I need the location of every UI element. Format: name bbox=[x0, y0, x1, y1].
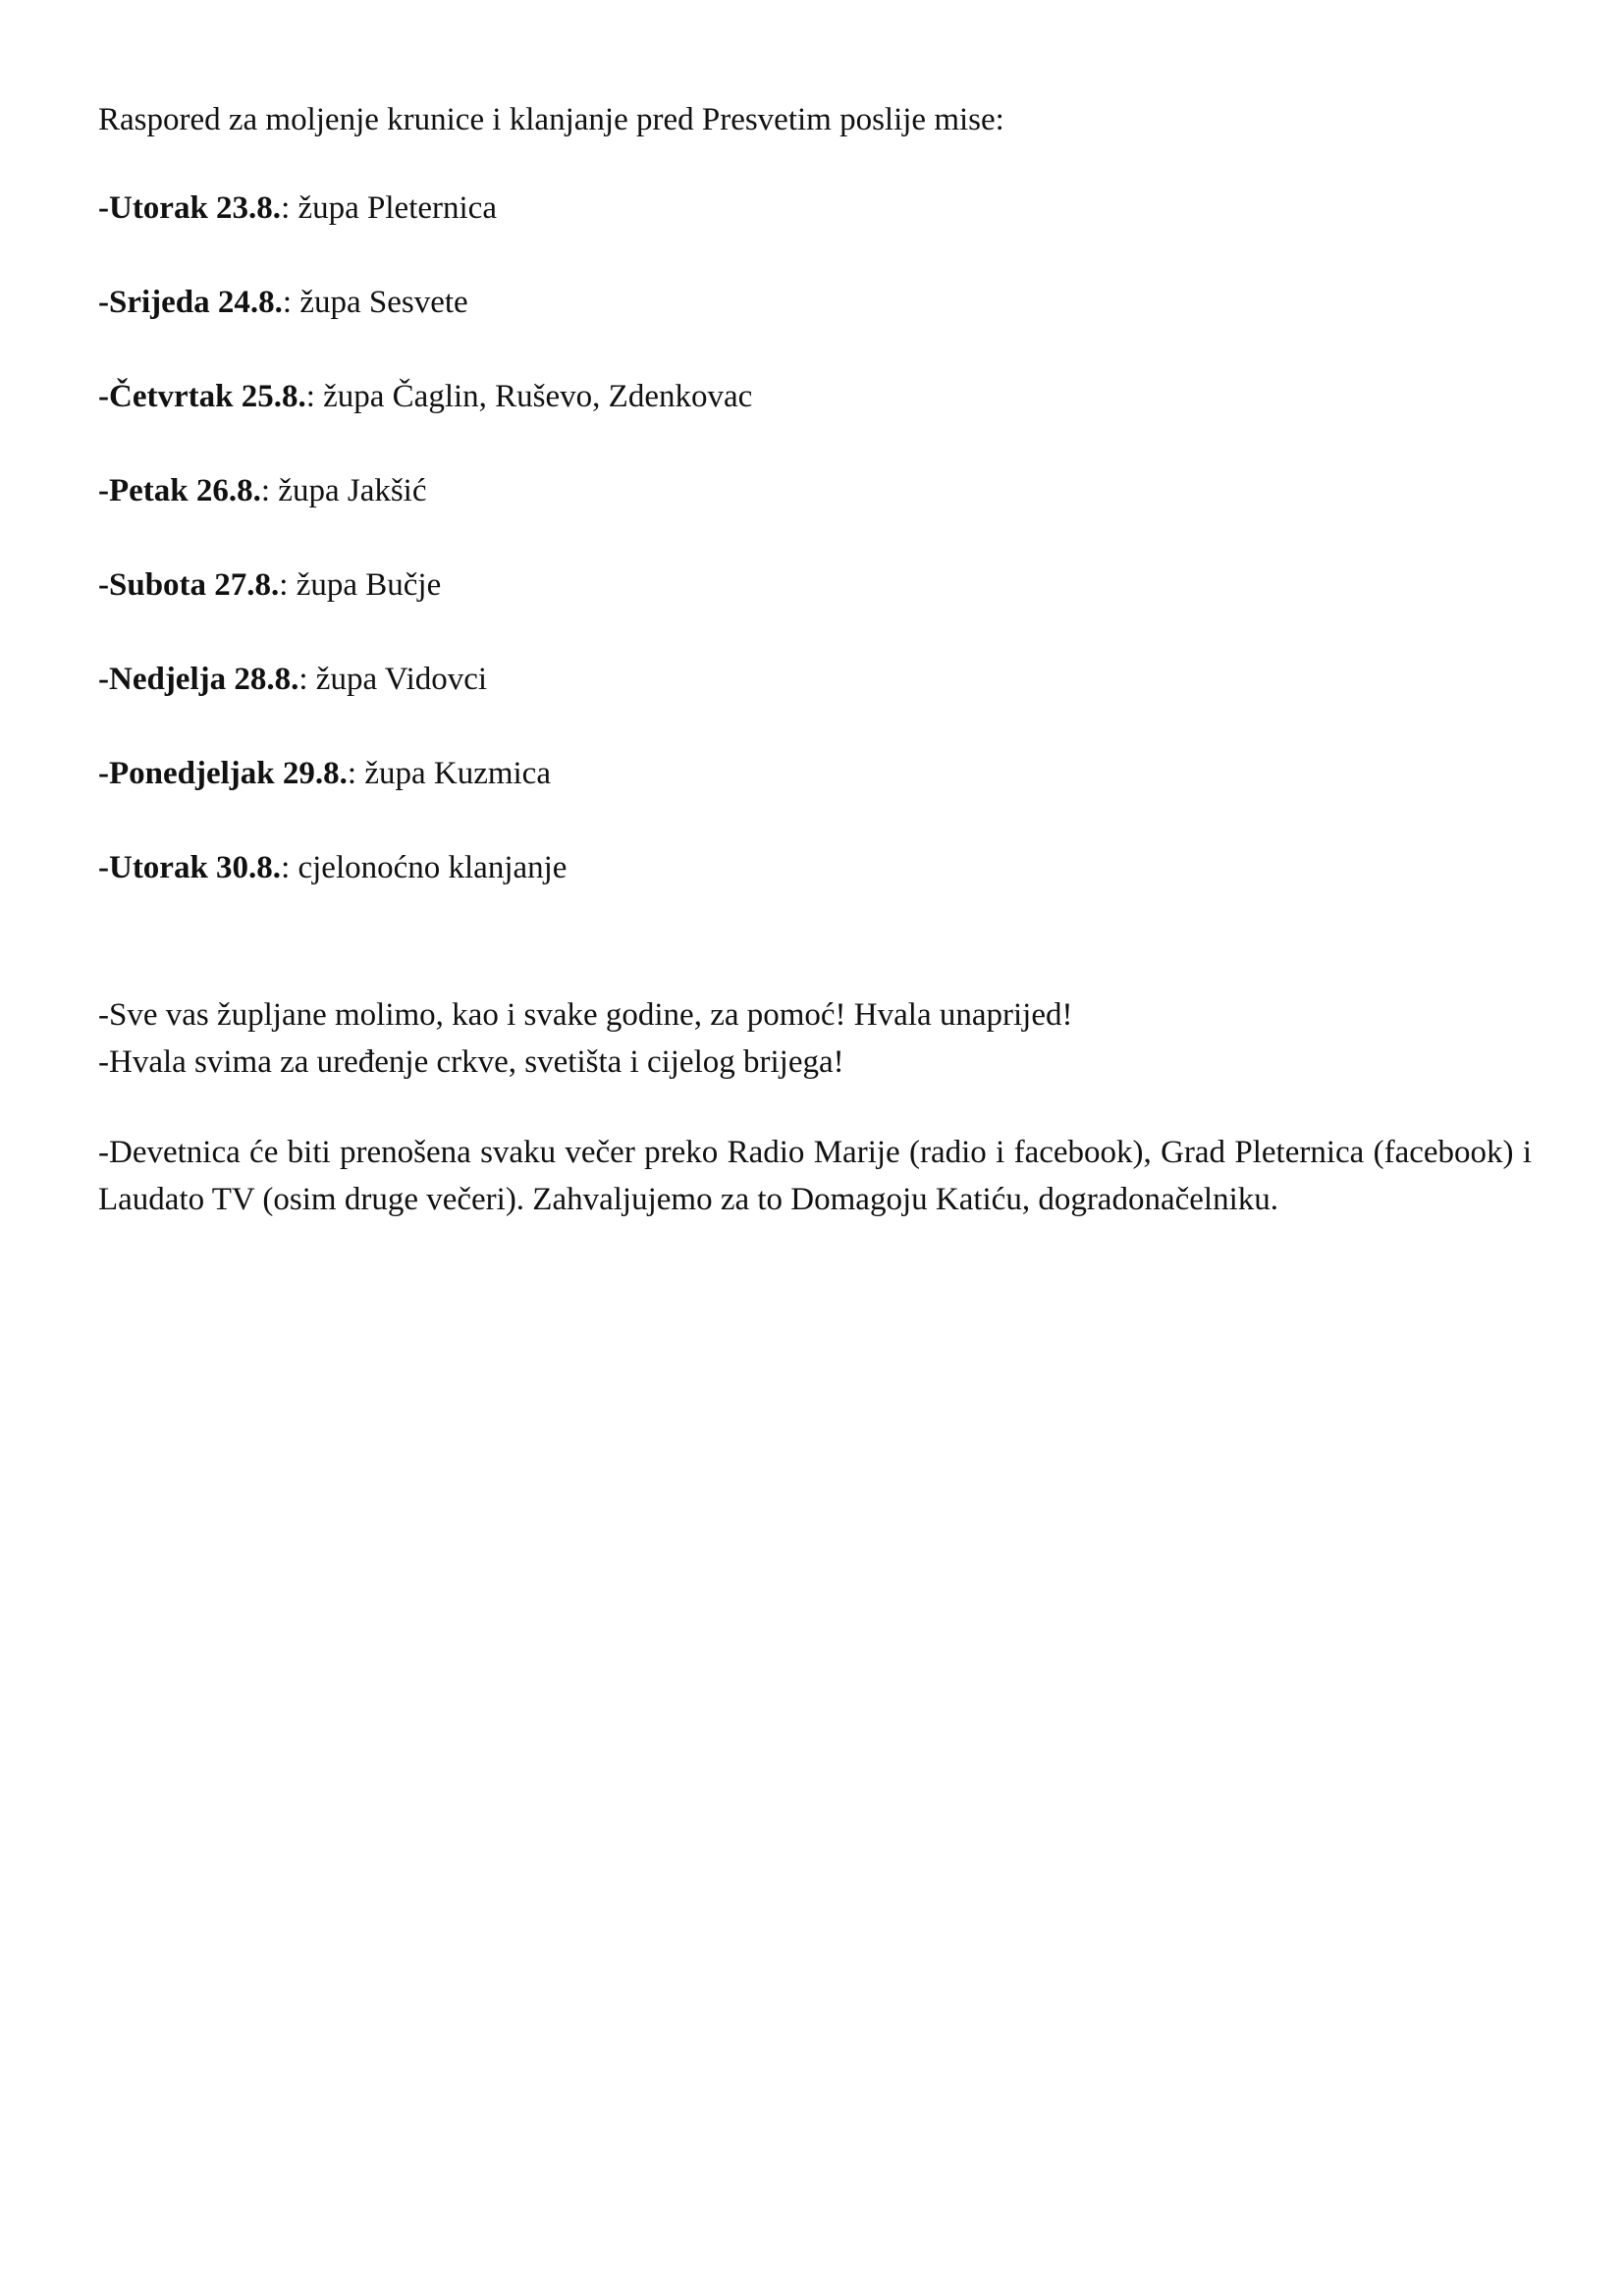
schedule-intro: Raspored za moljenje krunice i klanjanje pred Presvetim poslije mise: bbox=[98, 102, 1004, 137]
schedule-parish: : župa Bučje bbox=[279, 567, 442, 603]
help-note: -Sve vas župljane molimo, kao i svake godine, za pomoć! Hvala unaprijed! bbox=[98, 997, 1073, 1033]
schedule-item bbox=[98, 846, 1532, 889]
schedule-parish: : župa Sesvete bbox=[282, 285, 468, 320]
thanks-note: -Hvala svima za uređenje crkve, svetišta i cijelog brijega! bbox=[98, 1044, 844, 1080]
schedule-day: -Srijeda 24.8. bbox=[98, 285, 283, 320]
schedule-parish: : cjelonoćno klanjanje bbox=[281, 850, 568, 885]
schedule-day: -Utorak 30.8. bbox=[98, 850, 282, 885]
schedule-day: -Petak 26.8. bbox=[98, 473, 261, 508]
schedule-item bbox=[98, 375, 1532, 418]
schedule-parish: : župa Pleternica bbox=[281, 190, 497, 226]
schedule-day: -Utorak 23.8. bbox=[98, 190, 282, 226]
schedule-parish: : župa Kuzmica bbox=[347, 756, 551, 791]
schedule-day: -Nedjelja 28.8. bbox=[98, 662, 299, 697]
schedule-parish: : župa Čaglin, Ruševo, Zdenkovac bbox=[305, 379, 753, 414]
schedule-item bbox=[98, 281, 1532, 324]
schedule-item bbox=[98, 752, 1532, 795]
schedule-day: -Ponedjeljak 29.8. bbox=[98, 756, 348, 791]
schedule-item bbox=[98, 469, 1532, 512]
schedule-parish: : župa Jakšić bbox=[260, 473, 427, 508]
schedule-item bbox=[98, 658, 1532, 701]
schedule-item bbox=[98, 187, 1532, 230]
broadcast-paragraph: -Devetnica će biti prenošena svaku večer preko Radio Marije (radio i facebook), Grad Pleternica (facebook) i Laudato TV (osim druge večeri). Zahvaljujemo za to Domagoju Katiću, dogradonačelniku. bbox=[98, 1135, 1532, 1217]
schedule-day: -Četvrtak 25.8. bbox=[98, 379, 306, 414]
schedule-parish: : župa Vidovci bbox=[298, 662, 488, 697]
schedule-day: -Subota 27.8. bbox=[98, 567, 280, 603]
schedule-item bbox=[98, 563, 1532, 607]
